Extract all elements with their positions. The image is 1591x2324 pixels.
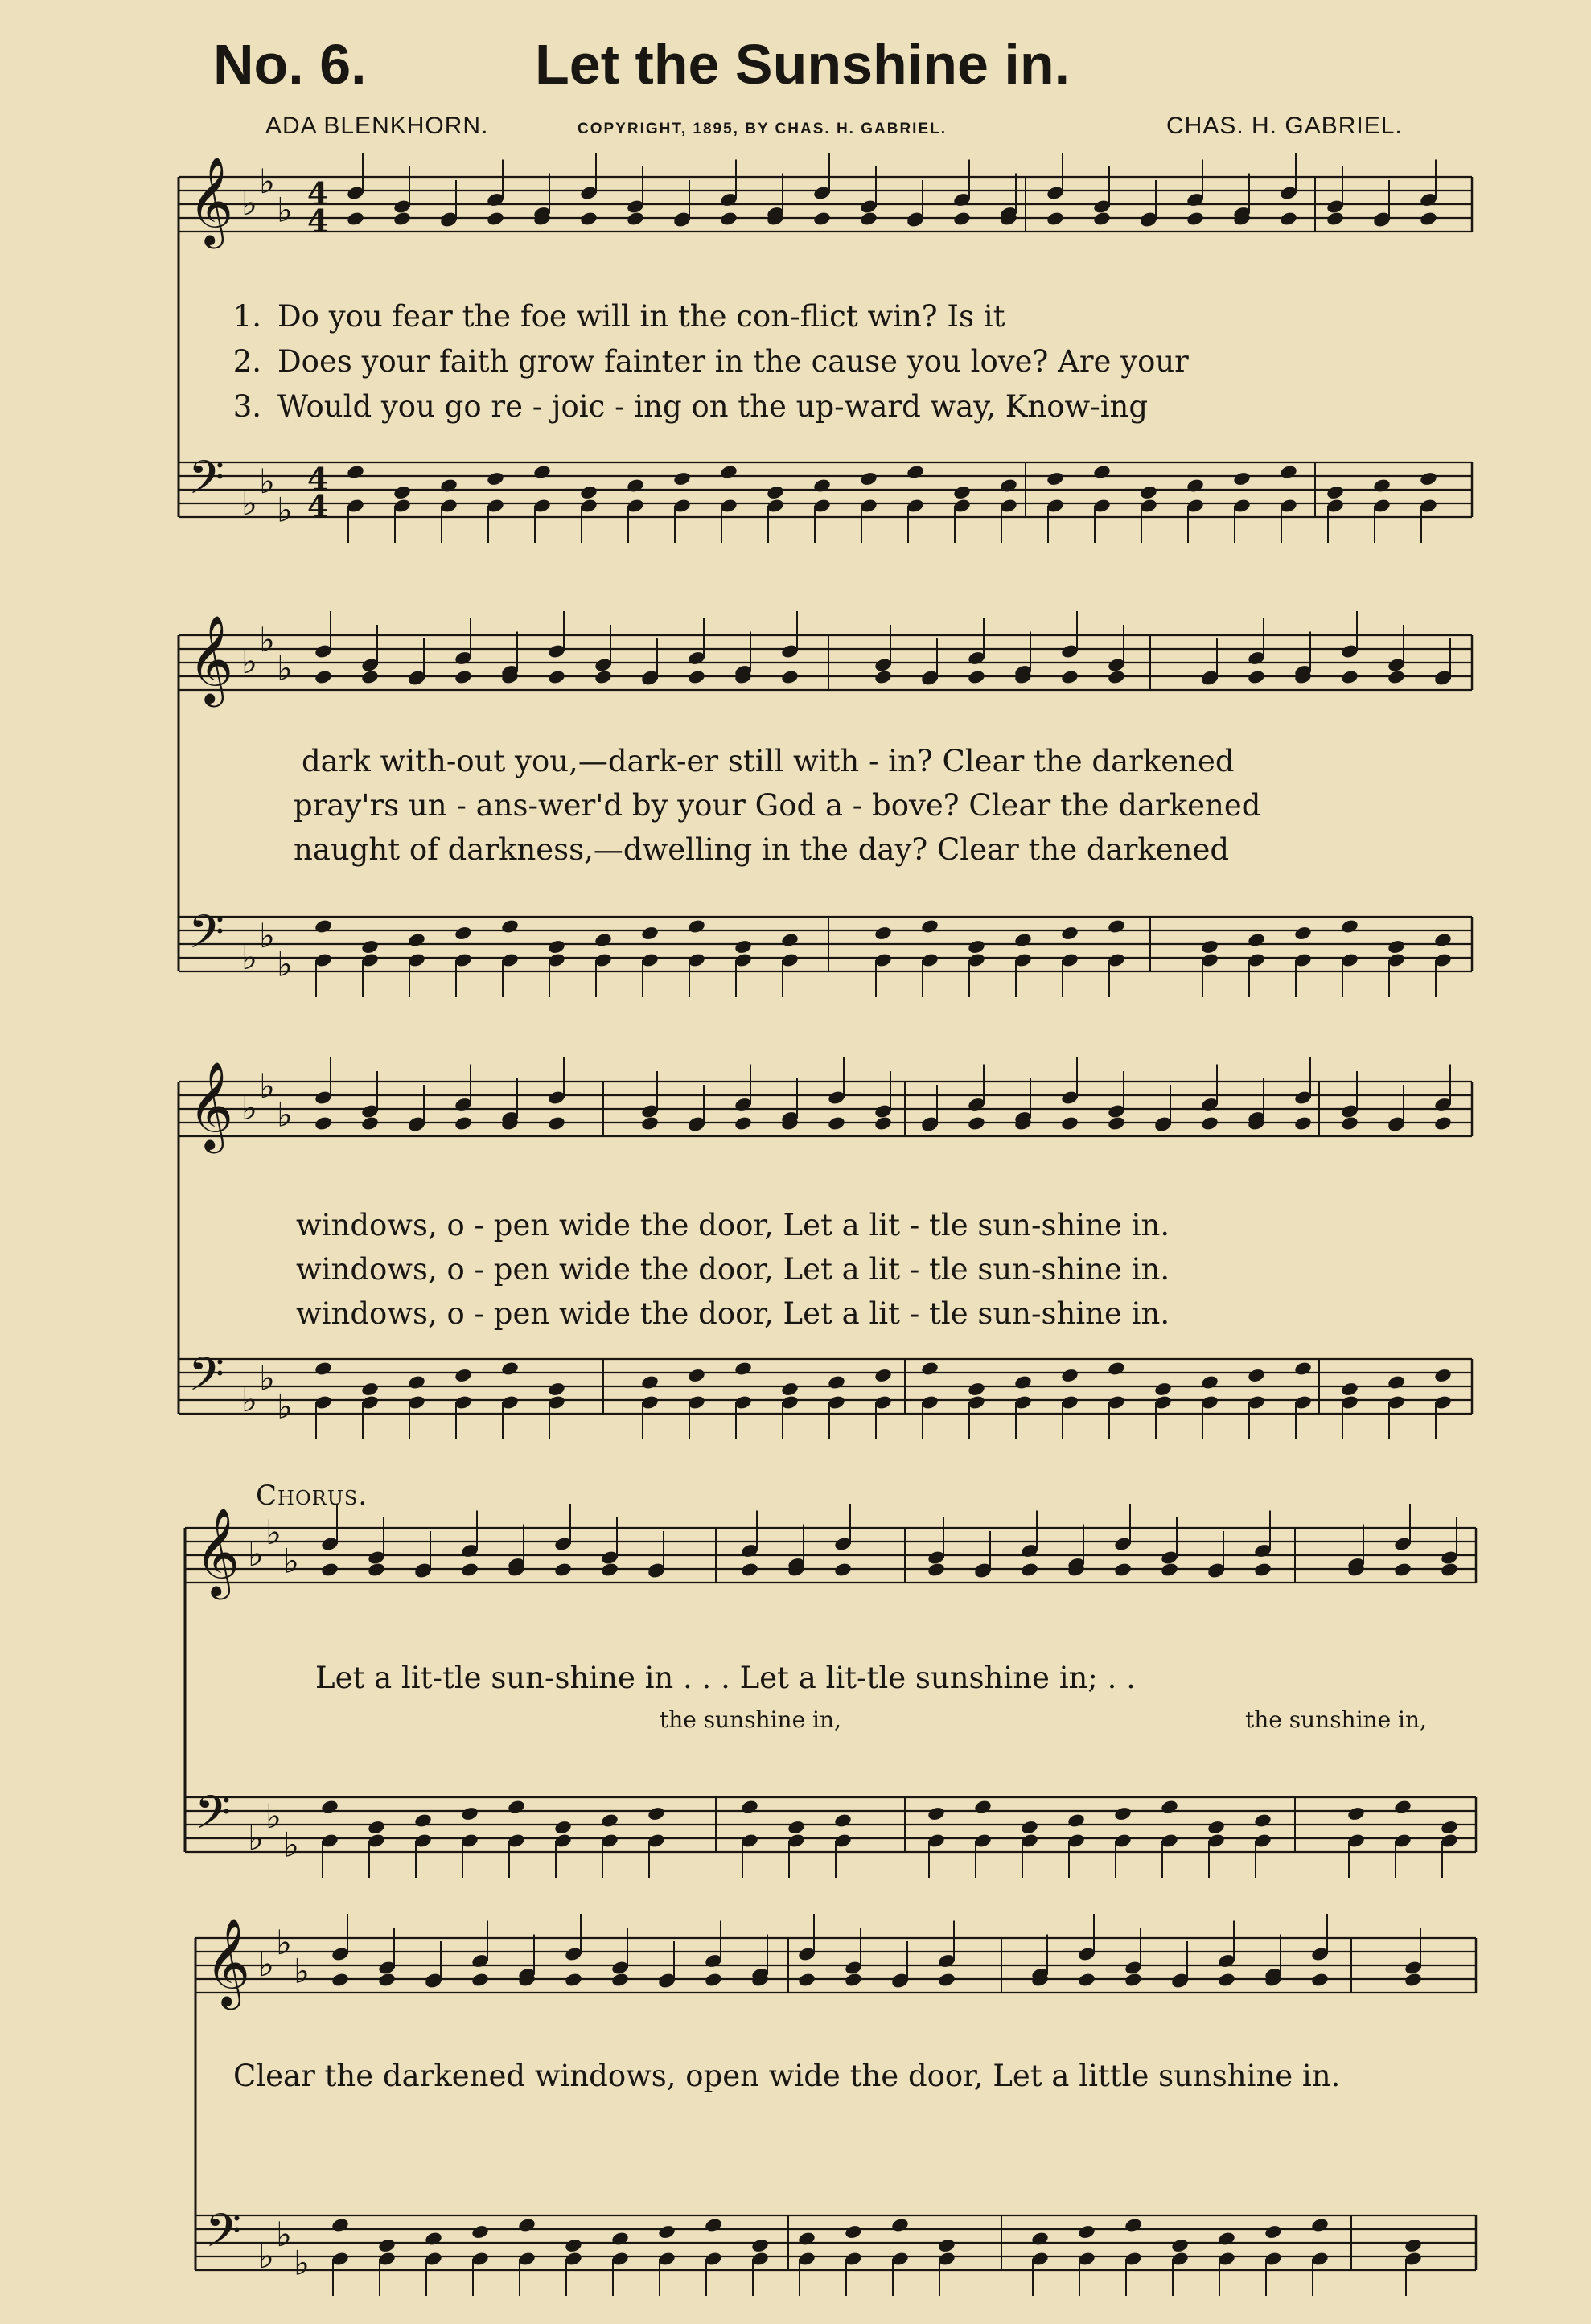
note-head [1419,471,1438,487]
time-signature: 4 [307,175,329,211]
note-head [967,669,986,685]
note-head [1404,1972,1423,1988]
verse2-line3: windows, o - pen wide the door, Let a lit - tle sun-shine in. [296,1252,1170,1287]
note-head [1217,2231,1236,2247]
note-head [797,1972,816,1988]
note-head [967,1115,986,1131]
note-head [927,1562,946,1578]
treble-clef-icon: 𝄞 [188,615,234,704]
note-head [833,1813,853,1829]
verse-number: 1. [232,299,261,334]
note-head [553,1820,573,1836]
note-head [1340,1115,1359,1131]
note-head [1113,1562,1133,1578]
staff-system [179,157,1472,530]
note-head [1253,1813,1272,1829]
note-head [1433,932,1453,948]
note-head [1433,1115,1453,1131]
note-head [600,1813,619,1829]
note-head [1387,669,1406,685]
note-head [1293,926,1313,942]
note-head [314,669,333,685]
note-head [1013,932,1033,948]
note-head [1060,669,1079,685]
note-head [360,1382,380,1398]
note-head [640,1374,660,1390]
flat-icon: ♭ [241,642,257,682]
note-head [967,939,986,955]
note-head [1107,669,1126,685]
note-head [1170,2238,1190,2254]
note-head [500,918,520,934]
note-head [967,1382,986,1398]
flat-icon: ♭ [277,944,293,984]
flat-icon: ♭ [294,1951,310,1991]
note-head [626,211,645,227]
hymn-number: No. 6. [213,33,367,96]
verse1-line2: dark with-out you,—dark-er still with - in? Clear the darkened [302,744,1235,778]
note-head [377,1972,397,1988]
note-head [687,1368,706,1384]
flat-icon: ♭ [241,1380,257,1420]
note-head [1346,1806,1366,1822]
note-head [460,1562,479,1578]
flat-icon: ♭ [277,1386,293,1427]
flat-icon: ♭ [259,1358,275,1398]
note-head [610,1972,630,1988]
note-head [750,2238,770,2254]
note-head [579,211,598,227]
flat-icon: ♭ [241,1088,257,1128]
flat-icon: ♭ [258,2236,274,2277]
flat-icon: ♭ [258,1944,274,1985]
note-head [424,2231,443,2247]
bass-clef-icon: 𝄢 [205,2203,242,2269]
copyright-notice: COPYRIGHT, 1895, BY CHAS. H. GABRIEL. [578,121,948,138]
note-head [719,464,738,480]
note-head [393,485,412,501]
note-head [1232,471,1252,487]
flat-icon: ♭ [283,1825,299,1865]
note-head [927,1806,946,1822]
note-head [1326,211,1345,227]
note-head [937,2238,956,2254]
note-head [1253,1562,1272,1578]
flat-icon: ♭ [294,2243,310,2283]
verse1-line3: windows, o - pen wide the door, Let a lit - tle sun-shine in. [296,1208,1170,1242]
note-head [1160,1562,1179,1578]
note-head [734,1361,753,1377]
note-head [610,2231,630,2247]
time-signature: 4 [307,203,329,239]
note-head [1030,2231,1050,2247]
verse-text: Would you go re - joic - ing on the up-ward way, Know-ing [278,389,1149,424]
note-head [1217,1972,1236,1988]
note-head [413,1813,433,1829]
note-head [314,1361,333,1377]
flat-icon: ♭ [265,1796,282,1836]
note-head [780,1382,800,1398]
note-head [719,211,738,227]
note-head [734,1115,753,1131]
note-head [1077,2224,1096,2240]
note-head [734,939,753,955]
note-head [859,471,878,487]
verse3-line1 [205,389,1148,424]
note-head [1200,939,1219,955]
verse-number: 3. [232,389,261,424]
time-signature: 4 [307,461,329,497]
note-head [812,478,832,494]
note-head [320,1799,339,1815]
note-head [331,1972,350,1988]
note-head [780,932,800,948]
note-head [640,1115,660,1131]
verse2-line1 [205,344,1189,379]
note-head [766,485,785,501]
note-head [704,2217,723,2233]
note-head [331,2217,350,2233]
bass-clef-icon: 𝄢 [188,1347,225,1413]
verse1-line1 [205,299,1005,334]
note-head [460,1806,479,1822]
note-head [407,932,426,948]
flat-icon: ♭ [265,1513,282,1552]
note-head [454,1115,473,1131]
lyricist-credit: ADA BLENKHORN. [265,113,489,139]
bass-clef-icon: 𝄢 [188,450,225,516]
note-head [1264,2224,1283,2240]
note-head [1310,1972,1330,1988]
note-head [920,918,939,934]
note-head [1279,464,1298,480]
note-head [1153,1382,1173,1398]
note-head [1387,939,1406,955]
treble-clef-icon: 𝄞 [205,1918,251,2006]
note-head [314,1115,333,1131]
note-head [377,2238,397,2254]
note-head [600,1562,619,1578]
note-head [1440,1820,1459,1836]
flat-icon: ♭ [277,490,293,530]
flat-icon: ♭ [259,916,275,955]
note-head [547,939,566,955]
note-head [594,932,613,948]
verse-number: 2. [232,344,261,379]
note-head [827,1115,846,1131]
note-head [890,2217,910,2233]
note-head [1207,1820,1226,1836]
note-head [547,669,566,685]
composer-credit: CHAS. H. GABRIEL. [1166,113,1403,139]
note-head [594,669,613,685]
note-head [1107,1361,1126,1377]
note-head [346,464,365,480]
note-head [1419,211,1438,227]
note-head [844,1972,863,1988]
note-head [346,211,365,227]
note-head [740,1799,759,1815]
note-head [454,926,473,942]
note-head [844,2224,863,2240]
note-head [1393,1799,1412,1815]
note-head [1013,1374,1033,1390]
note-head [439,478,458,494]
hymn-title: Let the Sunshine in. [535,33,1071,96]
treble-clef-icon: 𝄞 [188,157,234,245]
verse-text: Do you fear the foe will in the con-flict win? Is it [278,299,1005,334]
note-head [1372,478,1392,494]
note-head [1404,2238,1423,2254]
time-signature: 4 [307,488,329,524]
note-head [407,1374,426,1390]
note-head [874,1115,893,1131]
note-head [952,211,972,227]
note-head [1046,211,1065,227]
note-head [314,918,333,934]
note-head [486,211,505,227]
note-head [1124,1972,1143,1988]
flat-icon: ♭ [283,1541,299,1581]
note-head [906,464,925,480]
note-head [393,211,412,227]
note-head [454,1368,473,1384]
note-head [1247,1368,1266,1384]
flat-icon: ♭ [259,1066,275,1106]
note-head [657,2224,676,2240]
note-head [787,1820,806,1836]
note-head [1107,1115,1126,1131]
note-head [1293,1361,1313,1377]
note-head [360,939,380,955]
note-head [1186,211,1205,227]
note-head [937,1972,956,1988]
note-head [740,1562,759,1578]
note-head [812,211,832,227]
chorus-line1: Let a lit-tle sun-shine in . . . Let a lit-tle sunshine in; . . [315,1661,1136,1695]
note-head [640,926,660,942]
note-head [320,1562,339,1578]
flat-icon: ♭ [248,1534,264,1575]
note-head [454,669,473,685]
note-head [952,485,972,501]
note-head [1310,2217,1330,2233]
note-head [1060,926,1079,942]
flat-icon: ♭ [276,2215,292,2254]
note-head [532,464,552,480]
note-head [1340,669,1359,685]
chorus-line2: Clear the darkened windows, open wide the door, Let a little sunshine in. [233,2059,1341,2093]
verse-text: Does your faith grow fainter in the cause you love? Are your [278,344,1189,379]
note-head [647,1806,666,1822]
note-head [1440,1562,1459,1578]
note-head [1092,464,1112,480]
note-head [1293,1115,1313,1131]
flat-icon: ♭ [259,162,275,201]
note-head [1247,669,1266,685]
note-head [704,1972,723,1988]
note-head [797,2231,816,2247]
note-head [687,669,706,685]
note-head [517,2217,536,2233]
note-head [547,1115,566,1131]
note-head [1160,1799,1179,1815]
flat-icon: ♭ [277,1094,293,1135]
note-head [367,1562,386,1578]
note-head [471,1972,490,1988]
note-head [920,1361,939,1377]
note-head [1340,1382,1359,1398]
note-head [1279,211,1298,227]
note-head [1060,1115,1079,1131]
note-head [827,1374,846,1390]
flat-icon: ♭ [277,648,293,688]
note-head [1139,485,1158,501]
note-head [547,1382,566,1398]
bass-clef-icon: 𝄢 [195,1785,232,1851]
note-head [672,471,692,487]
note-head [1060,1368,1079,1384]
flat-icon: ♭ [276,1923,292,1962]
note-head [973,1799,993,1815]
chorus-echo-1: the sunshine in, [660,1706,841,1733]
note-head [874,1368,893,1384]
flat-icon: ♭ [241,483,257,524]
note-head [1046,471,1065,487]
note-head [553,1562,573,1578]
note-head [471,2224,490,2240]
note-head [564,2238,583,2254]
verse3-line3: windows, o - pen wide the door, Let a lit - tle sun-shine in. [296,1296,1170,1331]
note-head [1067,1813,1086,1829]
note-head [780,669,800,685]
note-head [1200,1374,1219,1390]
note-head [500,1361,520,1377]
note-head [1247,932,1266,948]
note-head [564,1972,583,1988]
note-head [1020,1820,1039,1836]
note-head [579,485,598,501]
note-head [367,1820,386,1836]
note-head [360,669,380,685]
note-head [360,1115,380,1131]
flat-icon: ♭ [241,938,257,978]
note-head [1124,2217,1143,2233]
note-head [1433,1368,1453,1384]
flat-icon: ♭ [259,462,275,501]
note-head [1387,1374,1406,1390]
note-head [999,478,1018,494]
note-head [1186,478,1205,494]
note-head [874,669,893,685]
note-head [874,926,893,942]
note-head [626,478,645,494]
note-head [1020,1562,1039,1578]
note-head [1113,1806,1133,1822]
treble-clef-icon: 𝄞 [188,1061,234,1150]
flat-icon: ♭ [241,183,257,224]
treble-clef-icon: 𝄞 [195,1508,240,1596]
flat-icon: ♭ [259,620,275,659]
flat-icon: ♭ [277,190,293,230]
note-head [833,1562,853,1578]
note-head [1326,485,1345,501]
note-head [507,1799,526,1815]
chorus-echo-2: the sunshine in, [1245,1706,1427,1733]
verse3-line2: naught of darkness,—dwelling in the day? Clear the darkened [294,832,1230,867]
bass-clef-icon: 𝄢 [188,905,225,971]
note-head [1077,1972,1096,1988]
note-head [1107,918,1126,934]
note-head [1340,918,1359,934]
chorus-label: Chorus. [256,1480,368,1512]
note-head [486,471,505,487]
flat-icon: ♭ [248,1818,264,1858]
note-head [687,918,706,934]
note-head [859,211,878,227]
note-head [1393,1562,1412,1578]
note-head [1200,1115,1219,1131]
note-head [1092,211,1112,227]
verse2-line2: pray'rs un - ans-wer'd by your God a - bove? Clear the darkened [294,788,1261,823]
